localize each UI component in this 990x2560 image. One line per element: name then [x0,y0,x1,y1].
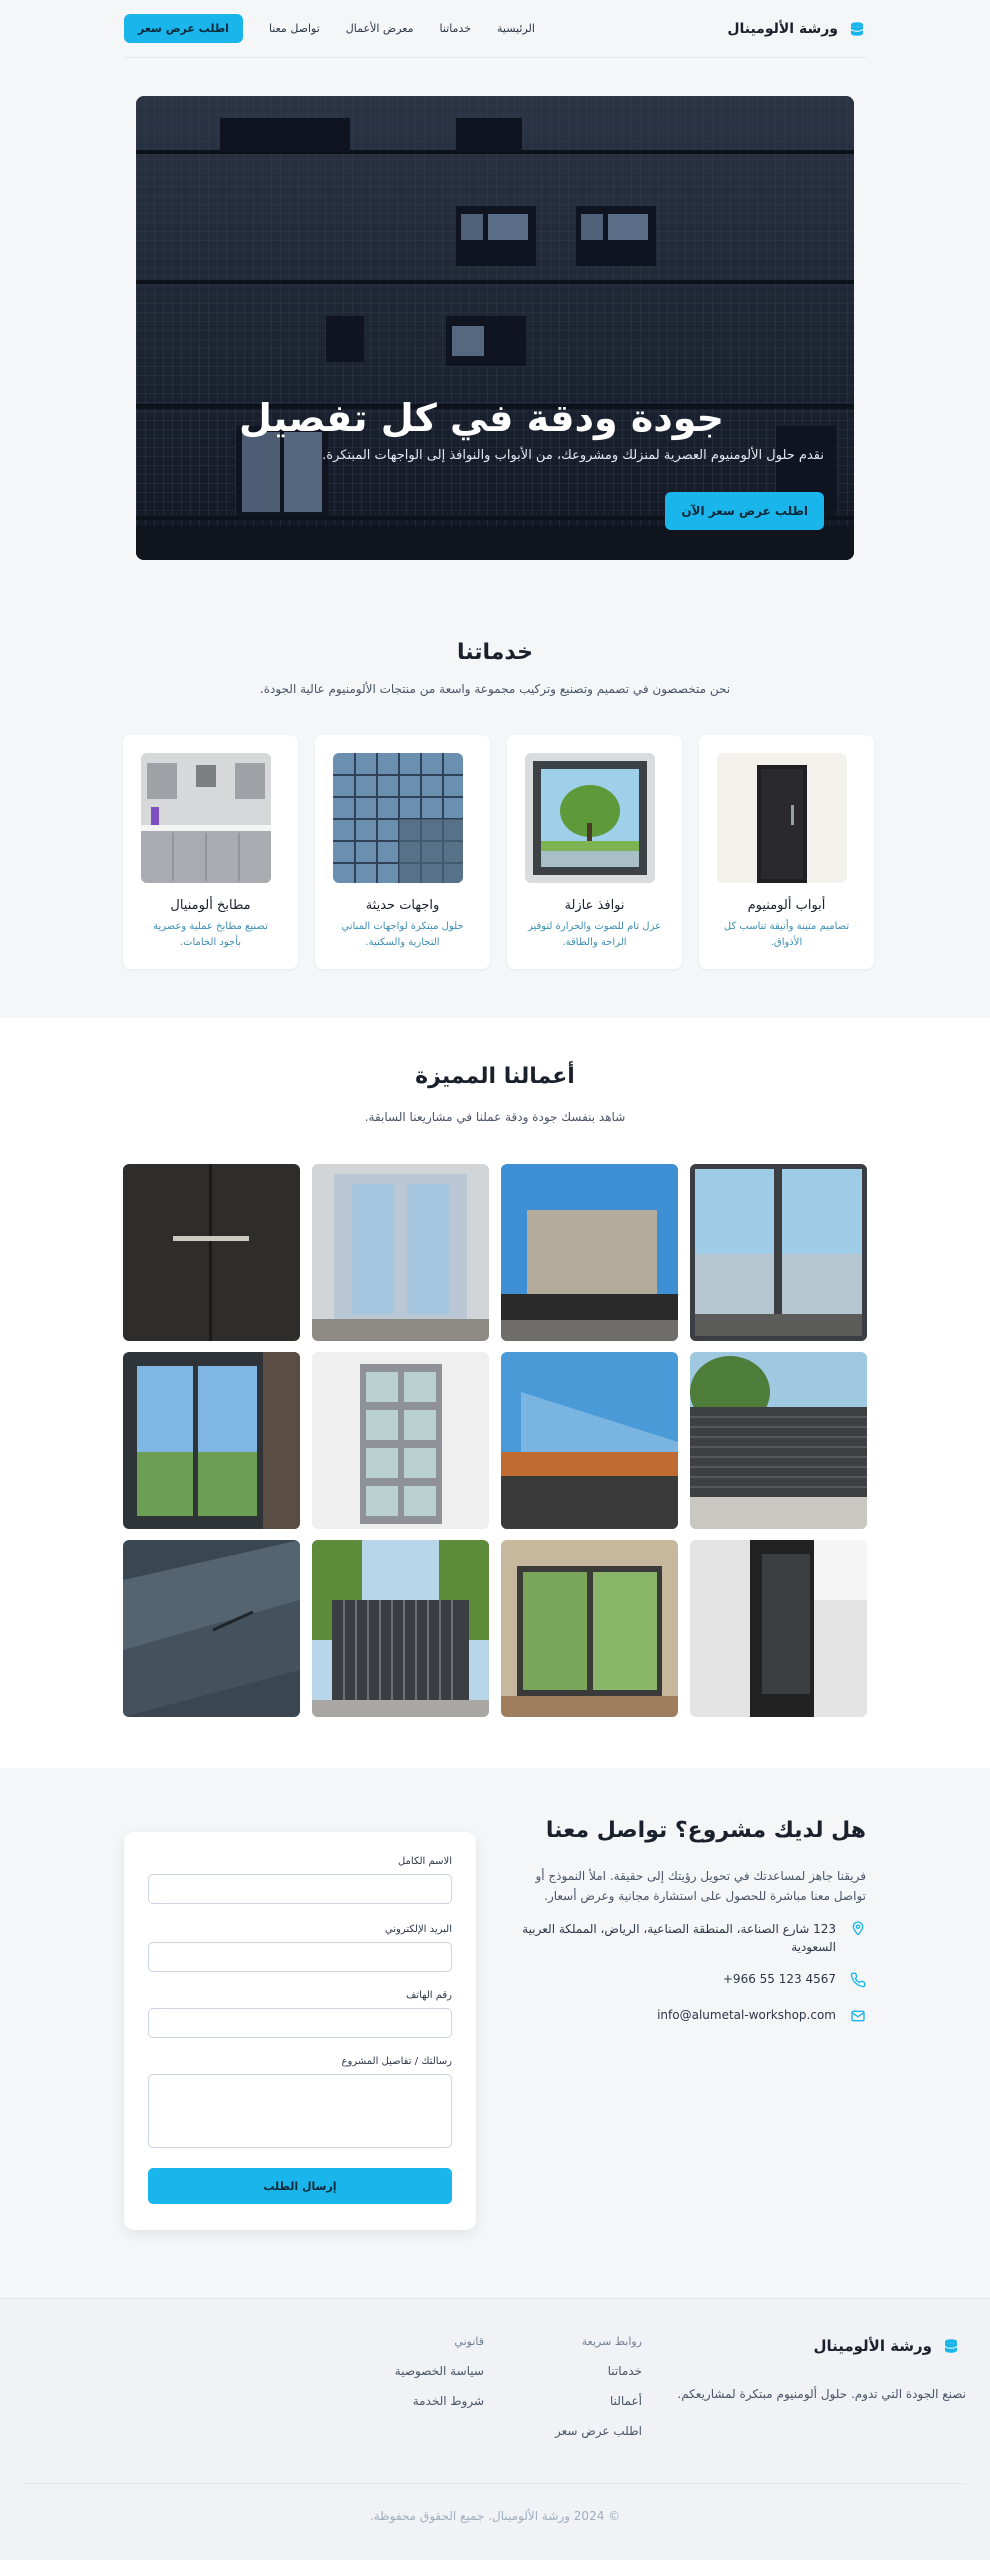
contact-description: فريقنا جاهز لمساعدتك في تحويل رؤيتك إلى حقيقة. املأ النموذج أو تواصل معنا مباشرة للحصول على استشارة مجانية وعرض أسعار. [535,1869,866,1903]
service-card-kitchens[interactable] [123,735,298,969]
contact-address [506,1920,866,1956]
nav-link-services[interactable]: خدماتنا [439,22,472,35]
portfolio-image-modern-building[interactable] [501,1164,678,1341]
service-name: مطابخ ألومنيال [170,898,251,913]
portfolio-section [0,1018,990,1768]
service-card-doors[interactable] [699,735,874,969]
services-section [0,560,990,1018]
hero-cta-button[interactable]: اطلب عرض سعر الآن [665,492,824,530]
email-label: البريد الإلكتروني [384,1924,452,1935]
address-text: 123 شارع الصناعة، المنطقة الصناعية، الرياض، المملكة العربية السعودية [522,1922,836,1954]
building-facade-image [136,96,854,560]
footer-brand-name: ورشة الألومينال [813,2337,932,2355]
hero-title: جودة ودقة في كل تفصيل [239,396,724,440]
database-icon [848,20,866,38]
footer-quick-links [555,2335,642,2454]
service-desc: حلول مبتكرة لواجهات المباني التجارية والسكنية. [341,921,464,948]
contact-title: هل لديك مشروع؟ تواصل معنا [545,1818,866,1843]
contact-email[interactable] [657,2008,866,2024]
hero-subtitle: نقدم حلول الألومنيوم العصرية لمنزلك ومشروعك، من الأبواب والنوافذ إلى الواجهات المبتكرة. [322,448,824,463]
mail-icon [850,2008,866,2024]
footer [0,2298,990,2560]
portfolio-image-dark-frame[interactable] [690,1540,867,1717]
phone-text: +966 55 123 4567 [722,1972,836,1986]
footer-brand[interactable] [813,2337,960,2355]
services-subtitle: نحن متخصصون في تصميم وتصنيع وتركيب مجموعة واسعة من منتجات الألومنيوم عالية الجودة. [259,682,731,696]
service-name: واجهات حديثة [365,898,440,913]
contact-form [124,1832,476,2230]
submit-button[interactable]: إرسال الطلب [148,2168,452,2204]
service-name: نوافذ عازلة [564,898,625,913]
contact-phone[interactable] [723,1972,866,1988]
phone-label: رقم الهاتف [405,1990,452,2001]
portfolio-image-balcony[interactable] [501,1352,678,1529]
email-text: info@alumetal-workshop.com [657,2008,836,2022]
brand-name: ورشة الألومينال [727,20,838,37]
door-image [717,753,847,883]
database-icon [942,2337,960,2355]
portfolio-subtitle: شاهد بنفسك جودة ودقة عملنا في مشاريعنا السابقة. [364,1110,626,1124]
nav-link-contact[interactable]: تواصل معنا [268,22,320,35]
footer-link-privacy[interactable]: سياسة الخصوصية [394,2364,484,2378]
service-card-facades[interactable] [315,735,490,969]
email-input[interactable] [148,1942,452,1972]
request-quote-button[interactable]: اطلب عرض سعر [124,14,243,43]
portfolio-image-city-window[interactable] [690,1164,867,1341]
footer-legal-links [395,2335,484,2424]
nav-link-portfolio[interactable]: معرض الأعمال [345,22,414,35]
phone-icon [850,1972,866,1988]
service-desc: عزل تام للصوت والحرارة لتوفير الراحة والطاقة. [527,921,662,948]
portfolio-image-cladding[interactable] [123,1540,300,1717]
hero-banner [136,96,854,560]
service-desc: تصاميم متينة وأنيقة تناسب كل الأذواق. [723,921,850,948]
footer-link-terms[interactable]: شروط الخدمة [412,2394,484,2408]
footer-link-quote[interactable]: اطلب عرض سعر [554,2424,642,2438]
portfolio-image-glass-door[interactable] [312,1352,489,1529]
portfolio-image-gate[interactable] [312,1540,489,1717]
service-desc: تصنيع مطابخ عملية وعصرية بأجود الخامات. [153,921,268,948]
nav-links [124,14,535,43]
portfolio-image-fence[interactable] [690,1352,867,1529]
message-textarea[interactable] [148,2074,452,2148]
portfolio-title: أعمالنا المميزة [415,1064,575,1089]
kitchen-image [141,753,271,883]
footer-link-services[interactable]: خدماتنا [607,2364,642,2378]
contact-section [0,1768,990,2298]
top-navbar [0,0,990,58]
footer-tagline: نصنع الجودة التي تدوم. حلول ألومنيوم مبتكرة لمشاريعكم. [677,2387,966,2401]
copyright: © 2024 ورشة الألومينال. جميع الحقوق محفوظة. [369,2509,621,2523]
map-pin-icon [850,1920,866,1936]
facade-image [333,753,463,883]
nav-link-home[interactable]: الرئيسية [497,22,535,35]
portfolio-image-sliding-door[interactable] [501,1540,678,1717]
name-input[interactable] [148,1874,452,1904]
footer-divider [24,2483,966,2484]
footer-link-portfolio[interactable]: أعمالنا [609,2394,642,2408]
message-label: رسالتك / تفاصيل المشروع [341,2056,452,2067]
legal-title: قانوني [454,2335,484,2348]
navbar-inner [124,0,866,58]
portfolio-image-window-view[interactable] [123,1352,300,1529]
quick-links-title: روابط سريعة [581,2335,642,2348]
services-title: خدماتنا [457,640,533,665]
service-name: أبواب ألومنيوم [747,898,826,913]
brand[interactable] [727,20,866,38]
portfolio-image-cabinet[interactable] [123,1164,300,1341]
service-card-windows[interactable] [507,735,682,969]
phone-input[interactable] [148,2008,452,2038]
window-image [525,753,655,883]
portfolio-image-window-frame[interactable] [312,1164,489,1341]
name-label: الاسم الكامل [397,1856,452,1867]
